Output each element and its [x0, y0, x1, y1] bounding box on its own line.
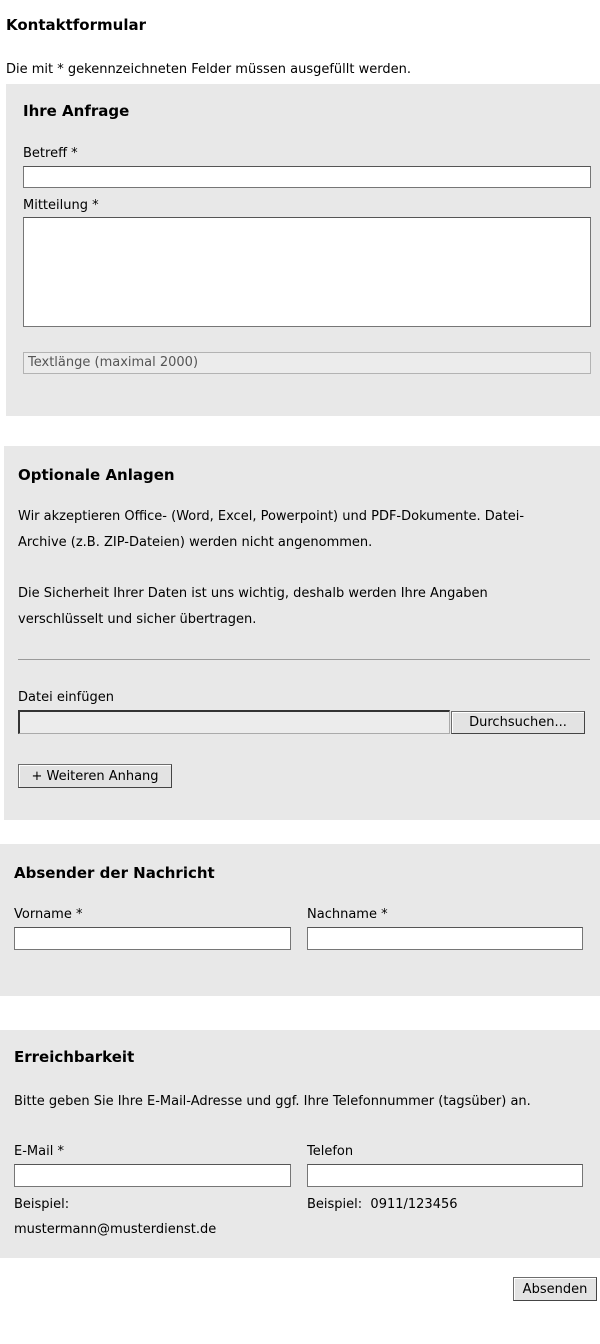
section-inquiry — [6, 84, 600, 416]
subject-input[interactable] — [23, 166, 591, 188]
phone-label: Telefon — [307, 1144, 354, 1159]
accepted-formats-text — [18, 504, 593, 556]
security-line-1: Die Sicherheit Ihrer Daten ist uns wichtig, deshalb werden Ihre Angaben — [18, 586, 488, 601]
message-textarea[interactable] — [23, 217, 591, 327]
section-contact — [0, 1030, 600, 1258]
text-length-counter: Textlänge (maximal 2000) — [23, 352, 591, 374]
required-fields-note: Die mit * gekennzeichneten Felder müssen ausgefüllt werden. — [6, 62, 411, 77]
email-example-label: Beispiel: — [14, 1197, 70, 1212]
email-input[interactable] — [14, 1164, 291, 1187]
section-sender — [0, 844, 600, 996]
file-label: Datei einfügen — [18, 690, 114, 705]
firstname-label: Vorname * — [14, 907, 83, 922]
phone-example: Beispiel: 0911/123456 — [307, 1197, 458, 1212]
security-line-2: verschlüsselt und sicher übertragen. — [18, 612, 257, 627]
firstname-input[interactable] — [14, 927, 291, 950]
accepted-formats-line-1: Wir akzeptieren Office- (Word, Excel, Powerpoint) und PDF-Dokumente. Datei- — [18, 509, 525, 524]
add-attachment-button[interactable]: + Weiteren Anhang — [18, 764, 172, 788]
phone-input[interactable] — [307, 1164, 583, 1187]
contact-info-text: Bitte geben Sie Ihre E-Mail-Adresse und ggf. Ihre Telefonnummer (tagsüber) an. — [14, 1094, 531, 1109]
security-text — [18, 581, 593, 633]
email-example-value: mustermann@musterdienst.de — [14, 1222, 217, 1237]
file-path-field[interactable] — [18, 710, 450, 734]
section-attachments-heading: Optionale Anlagen — [18, 466, 175, 484]
section-inquiry-heading: Ihre Anfrage — [23, 102, 130, 120]
accepted-formats-line-2: Archive (z.B. ZIP-Dateien) werden nicht angenommen. — [18, 535, 373, 550]
lastname-label: Nachname * — [307, 907, 388, 922]
section-contact-heading: Erreichbarkeit — [14, 1048, 135, 1066]
lastname-input[interactable] — [307, 927, 583, 950]
submit-button[interactable]: Absenden — [513, 1277, 597, 1301]
page-title: Kontaktformular — [6, 16, 146, 34]
browse-button[interactable]: Durchsuchen... — [451, 711, 585, 734]
section-sender-heading: Absender der Nachricht — [14, 864, 215, 882]
email-label: E-Mail * — [14, 1144, 64, 1159]
message-label: Mitteilung * — [23, 198, 99, 213]
attachments-divider — [18, 659, 590, 660]
section-attachments — [4, 446, 600, 820]
subject-label: Betreff * — [23, 146, 78, 161]
